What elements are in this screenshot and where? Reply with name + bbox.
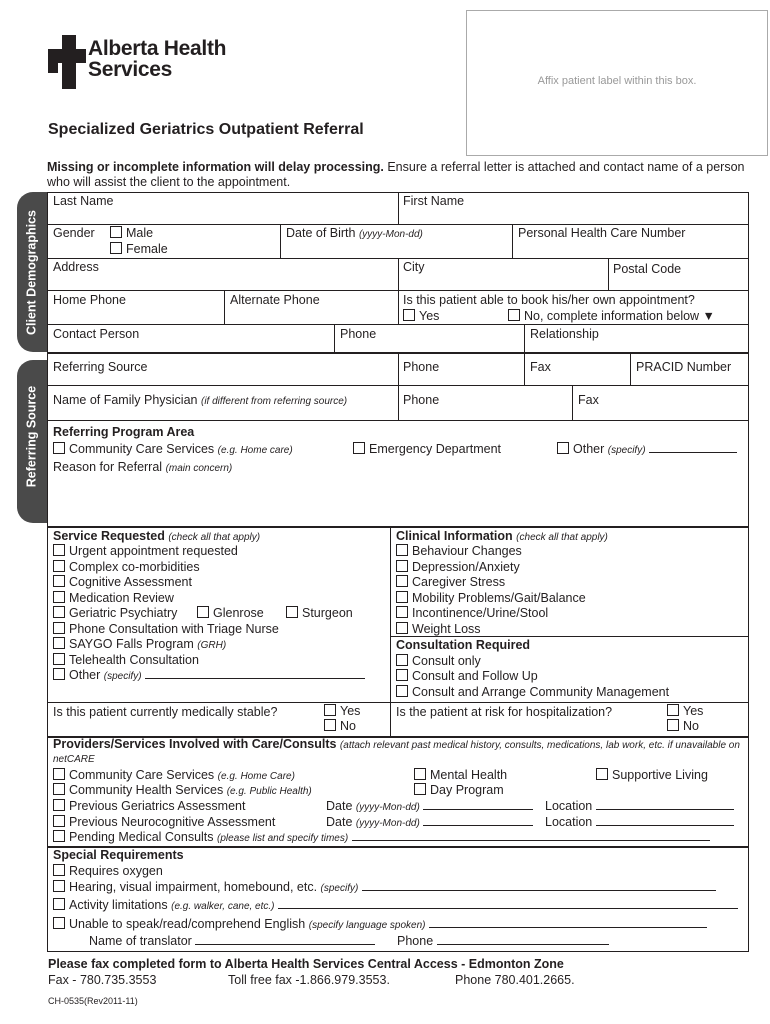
pracid-field[interactable]: PRACID Number xyxy=(636,360,732,374)
form-title: Specialized Geriatrics Outpatient Referral xyxy=(48,121,364,138)
male-checkbox[interactable]: Male xyxy=(110,226,153,240)
consultation-heading: Consultation Required xyxy=(396,638,531,652)
clinical-depression-checkbox[interactable]: Depression/Anxiety xyxy=(396,560,520,574)
clinical-behaviour-checkbox[interactable]: Behaviour Changes xyxy=(396,544,522,558)
consult-community-checkbox[interactable]: Consult and Arrange Community Management xyxy=(396,685,669,699)
prev-geri-location-field[interactable]: Location xyxy=(545,799,734,813)
service-urgent-checkbox[interactable]: Urgent appointment requested xyxy=(53,544,238,558)
other-program-checkbox[interactable]: Other (specify) xyxy=(557,442,737,456)
female-checkbox[interactable]: Female xyxy=(110,242,168,256)
book-no-checkbox[interactable]: No, complete information below ▼ xyxy=(508,309,715,323)
book-yes-checkbox[interactable]: Yes xyxy=(403,309,439,323)
fax-instruction: Please fax completed form to Alberta Health Services Central Access - Edmonton Zone xyxy=(48,957,564,971)
referring-phone-field[interactable]: Phone xyxy=(403,360,440,374)
service-complex-checkbox[interactable]: Complex co-morbidities xyxy=(53,560,200,574)
hearing-impairment-checkbox[interactable]: Hearing, visual impairment, homebound, etc. (specify) xyxy=(53,880,716,894)
dob-field[interactable]: Date of Birth (yyyy-Mon-dd) xyxy=(286,226,423,240)
provider-supportive-living-checkbox[interactable]: Supportive Living xyxy=(596,768,708,782)
last-name-field[interactable]: Last Name xyxy=(53,194,114,208)
referring-source-field[interactable]: Referring Source xyxy=(53,360,148,374)
fax-number: Fax - 780.735.3553 xyxy=(48,973,157,987)
provider-day-program-checkbox[interactable]: Day Program xyxy=(414,783,504,797)
prev-neuro-location-field[interactable]: Location xyxy=(545,815,734,829)
service-geri-psych-checkbox[interactable]: Geriatric Psychiatry xyxy=(53,606,177,620)
intro-text: Missing or incomplete information will delay processing. Ensure a referral letter is attached and contact name of a person who will assist the client to the appointment. xyxy=(47,160,745,189)
clinical-mobility-checkbox[interactable]: Mobility Problems/Gait/Balance xyxy=(396,591,586,605)
book-own-question: Is this patient able to book his/her own appointment? xyxy=(403,293,695,307)
physician-phone-field[interactable]: Phone xyxy=(403,393,440,407)
hospitalization-risk-question: Is the patient at risk for hospitalization? xyxy=(396,705,613,719)
alternate-phone-field[interactable]: Alternate Phone xyxy=(230,293,320,307)
service-phone-consult-checkbox[interactable]: Phone Consultation with Triage Nurse xyxy=(53,622,279,636)
requires-oxygen-checkbox[interactable]: Requires oxygen xyxy=(53,864,163,878)
activity-limitations-checkbox[interactable]: Activity limitations (e.g. walker, cane, etc.) xyxy=(53,898,738,912)
clinical-info-heading: Clinical Information (check all that apply) xyxy=(396,529,608,543)
contact-phone-field[interactable]: Phone xyxy=(340,327,377,341)
first-name-field[interactable]: First Name xyxy=(403,194,465,208)
stable-no-checkbox[interactable]: No xyxy=(324,719,356,733)
language-checkbox[interactable]: Unable to speak/read/comprehend English (specify language spoken) xyxy=(53,917,707,931)
reason-for-referral-field[interactable]: Reason for Referral (main concern) xyxy=(53,460,233,474)
provider-ccs-checkbox[interactable]: Community Care Services (e.g. Home Care) xyxy=(53,768,295,782)
translator-phone-field[interactable]: Phone xyxy=(397,934,609,948)
tab-client-demographics: Client Demographics xyxy=(17,192,47,352)
providers-heading: Providers/Services Involved with Care/Consults (attach relevant past medical history, consults, medications, lab work, etc. if unavailable on netCARE xyxy=(53,737,740,765)
prev-neuro-checkbox[interactable]: Previous Neurocognitive Assessment xyxy=(53,815,275,829)
tab-referring-source: Referring Source xyxy=(17,360,47,523)
address-field[interactable]: Address xyxy=(53,260,99,274)
family-physician-field[interactable]: Name of Family Physician (if different from referring source) xyxy=(53,393,348,407)
phcn-field[interactable]: Personal Health Care Number xyxy=(518,226,686,240)
provider-chs-checkbox[interactable]: Community Health Services (e.g. Public Health) xyxy=(53,783,312,797)
service-medication-checkbox[interactable]: Medication Review xyxy=(53,591,174,605)
service-other-checkbox[interactable]: Other (specify) xyxy=(53,668,365,682)
postal-code-field[interactable]: Postal Code xyxy=(613,262,682,276)
physician-fax-field[interactable]: Fax xyxy=(578,393,599,407)
prev-geri-date-field[interactable]: Date (yyyy-Mon-dd) xyxy=(326,799,533,813)
toll-free-fax: Toll free fax -1.866.979.3553. xyxy=(228,973,390,987)
stable-yes-checkbox[interactable]: Yes xyxy=(324,704,360,718)
service-saygo-checkbox[interactable]: SAYGO Falls Program (GRH) xyxy=(53,637,226,651)
program-area-heading: Referring Program Area xyxy=(53,425,195,439)
home-phone-field[interactable]: Home Phone xyxy=(53,293,126,307)
glenrose-checkbox[interactable]: Glenrose xyxy=(197,606,264,620)
translator-name-field[interactable]: Name of translator xyxy=(89,934,375,948)
prev-geri-checkbox[interactable]: Previous Geriatrics Assessment xyxy=(53,799,245,813)
org-name: Alberta Health Services xyxy=(88,37,227,81)
provider-mental-health-checkbox[interactable]: Mental Health xyxy=(414,768,507,782)
emergency-checkbox[interactable]: Emergency Department xyxy=(353,442,501,456)
clinical-incontinence-checkbox[interactable]: Incontinence/Urine/Stool xyxy=(396,606,548,620)
patient-label-box: Affix patient label within this box. xyxy=(466,10,768,156)
prev-neuro-date-field[interactable]: Date (yyyy-Mon-dd) xyxy=(326,815,533,829)
pending-consults-checkbox[interactable]: Pending Medical Consults (please list and specify times) xyxy=(53,830,710,844)
community-care-checkbox[interactable]: Community Care Services (e.g. Home care) xyxy=(53,442,293,456)
service-requested-heading: Service Requested (check all that apply) xyxy=(53,529,261,543)
relationship-field[interactable]: Relationship xyxy=(530,327,599,341)
risk-yes-checkbox[interactable]: Yes xyxy=(667,704,703,718)
service-telehealth-checkbox[interactable]: Telehealth Consultation xyxy=(53,653,199,667)
gender-label: Gender xyxy=(53,226,95,240)
consult-only-checkbox[interactable]: Consult only xyxy=(396,654,481,668)
contact-person-field[interactable]: Contact Person xyxy=(53,327,140,341)
form-id: CH-0535(Rev2011-11) xyxy=(48,996,138,1006)
special-requirements-heading: Special Requirements xyxy=(53,848,184,862)
referring-fax-field[interactable]: Fax xyxy=(530,360,551,374)
service-cognitive-checkbox[interactable]: Cognitive Assessment xyxy=(53,575,192,589)
risk-no-checkbox[interactable]: No xyxy=(667,719,699,733)
phone-number: Phone 780.401.2665. xyxy=(455,973,575,987)
clinical-caregiver-checkbox[interactable]: Caregiver Stress xyxy=(396,575,505,589)
city-field[interactable]: City xyxy=(403,260,425,274)
consult-follow-up-checkbox[interactable]: Consult and Follow Up xyxy=(396,669,538,683)
clinical-weight-checkbox[interactable]: Weight Loss xyxy=(396,622,481,636)
medically-stable-question: Is this patient currently medically stable? xyxy=(53,705,278,719)
sturgeon-checkbox[interactable]: Sturgeon xyxy=(286,606,353,620)
